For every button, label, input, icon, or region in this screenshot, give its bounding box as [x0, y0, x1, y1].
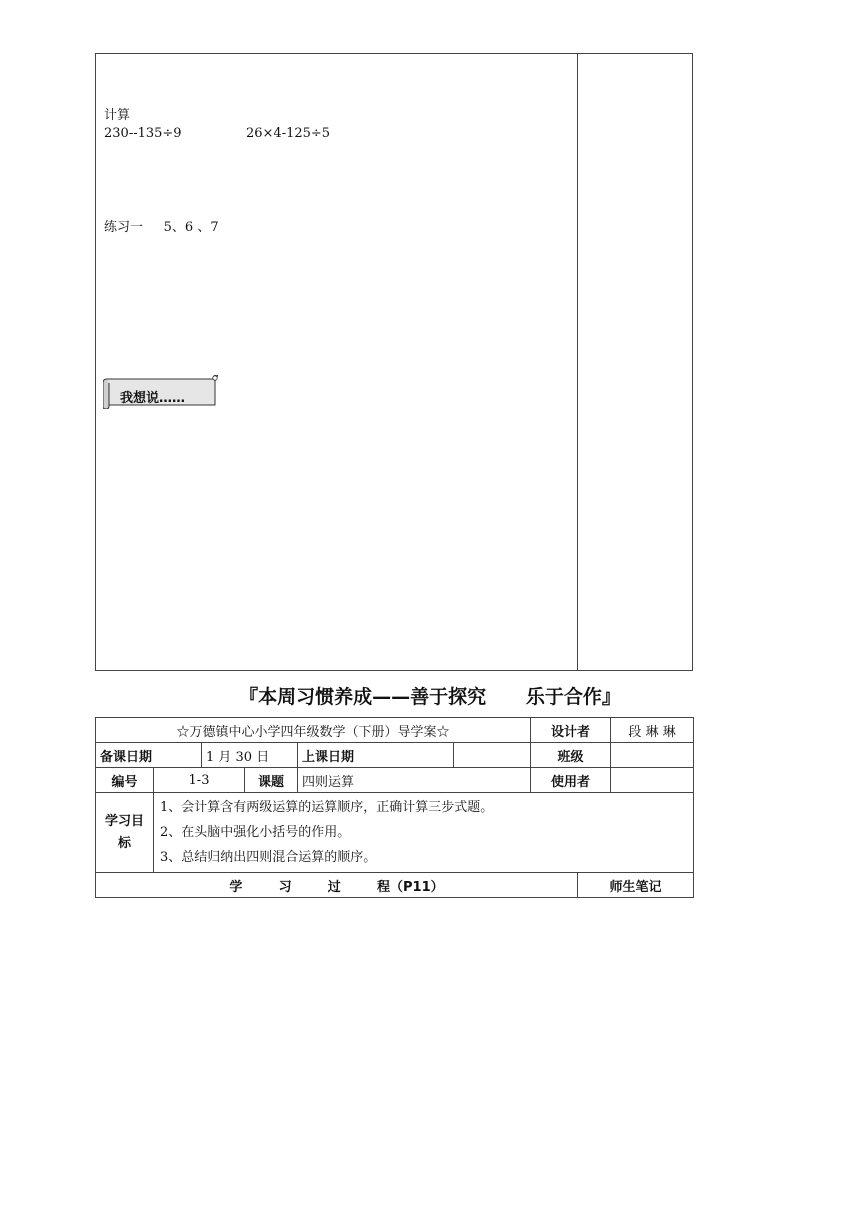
practice-line: 练习一 5、6 、7 [104, 220, 219, 235]
topic-label: 课题 [245, 768, 298, 793]
lesson-plan-table [95, 717, 694, 898]
goal-item: 2、在头脑中强化小括号的作用。 [160, 825, 351, 840]
goals-list [154, 793, 694, 873]
topic-value: 四则运算 [298, 768, 531, 793]
scroll-label: 我想说…… [120, 391, 186, 406]
class-date-label: 上课日期 [298, 743, 454, 768]
goals-row [96, 793, 694, 873]
user-value [611, 768, 694, 793]
goal-item: 3、总结归纳出四则混合运算的顺序。 [160, 850, 377, 865]
designer-name: 段 琳 琳 [611, 718, 694, 743]
continuation-box [95, 53, 693, 671]
class-label: 班级 [531, 743, 611, 768]
title-row [96, 718, 694, 743]
goals-label: 学习目标 [96, 793, 154, 873]
date-row [96, 743, 694, 768]
calc-heading: 计算 [104, 108, 131, 123]
notes-column-divider [577, 54, 578, 670]
designer-label: 设计者 [531, 718, 611, 743]
user-label: 使用者 [531, 768, 611, 793]
class-value [611, 743, 694, 768]
habit-slogan: 『本周习惯养成——善于探究 乐于合作』 [239, 686, 621, 708]
expression-1: 230--135÷9 [104, 126, 182, 141]
goal-item: 1、会计算含有两级运算的运算顺序，正确计算三步式题。 [160, 800, 494, 815]
prep-date-label: 备课日期 [96, 743, 202, 768]
notes-heading: 师生笔记 [578, 873, 694, 898]
class-date-value [454, 743, 531, 768]
prep-date-value: 1 月 30 日 [202, 743, 298, 768]
scroll-banner [103, 375, 219, 409]
number-value: 1-3 [154, 768, 245, 793]
expression-2: 26×4-125÷5 [246, 126, 331, 141]
table-title: ☆万德镇中心小学四年级数学（下册）导学案☆ [96, 718, 531, 743]
number-label: 编号 [96, 768, 154, 793]
process-heading: 学 习 过 程（P11） [96, 873, 578, 898]
process-row [96, 873, 694, 898]
topic-row [96, 768, 694, 793]
